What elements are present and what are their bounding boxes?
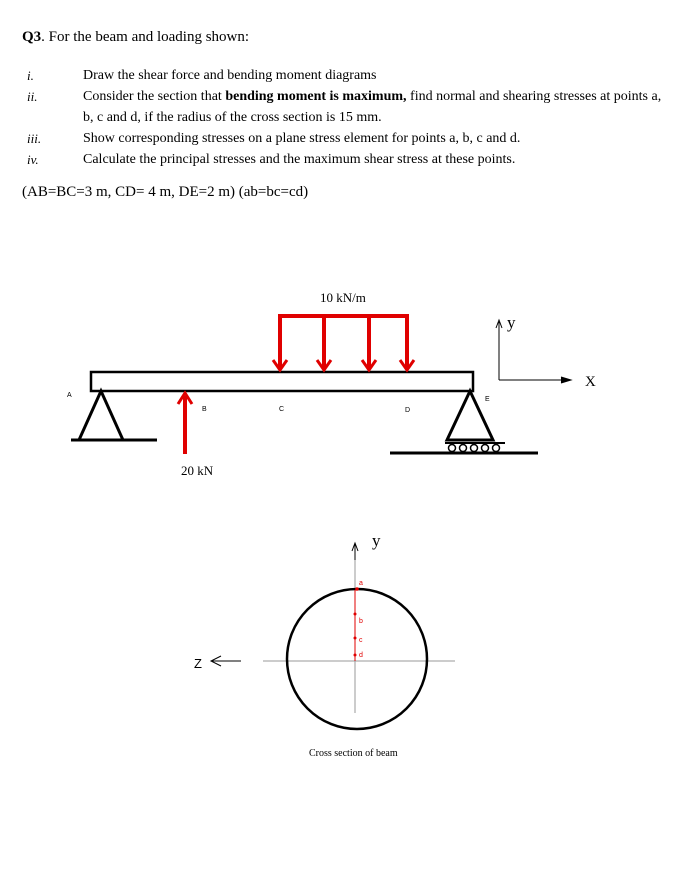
point-label-e: E — [485, 396, 490, 403]
task-number: ii. — [27, 89, 38, 104]
task-number: iv. — [27, 152, 39, 167]
point-label-c: C — [279, 406, 285, 413]
point-d-marker — [354, 654, 357, 657]
point-label-b-section: b — [359, 618, 363, 625]
point-label-b: B — [202, 406, 207, 413]
cross-section — [263, 543, 455, 729]
roller-support-e — [390, 391, 538, 453]
point-a-marker — [355, 587, 359, 591]
point-label-d-section: d — [359, 652, 363, 659]
axis-y-label: y — [507, 313, 516, 332]
task-text-bold: bending moment is maximum, — [225, 89, 407, 104]
task-text-pre: Consider the section that — [83, 89, 226, 104]
beam-parameters: (AB=BC=3 m, CD= 4 m, DE=2 m) (ab=bc=cd) — [22, 184, 309, 200]
cross-section-caption: Cross section of beam — [309, 748, 398, 759]
task-text: Show corresponding stresses on a plane stress element for points a, b, c and d. — [83, 131, 521, 146]
task-text: Draw the shear force and bending moment diagrams — [83, 68, 377, 83]
axis-x-label: X — [585, 374, 596, 390]
point-label-c-section: c — [359, 637, 363, 644]
section-axis-y-label: y — [372, 531, 381, 550]
task-text-post: find normal and shearing stresses at points a, b, c and d, if the radius of the cross section is 15 mm. — [83, 89, 662, 125]
point-load-label: 20 kN — [181, 463, 214, 478]
point-b-marker — [354, 613, 357, 616]
roller-wheel — [460, 445, 467, 452]
section-circle — [287, 589, 427, 729]
section-axis-z-label: Z — [194, 656, 202, 671]
roller-wheel — [482, 445, 489, 452]
distributed-load — [273, 316, 414, 370]
point-label-a-section: a — [359, 580, 363, 587]
pin-support-a — [71, 391, 157, 440]
distributed-load-label: 10 kN/m — [320, 290, 366, 305]
beam — [91, 372, 473, 391]
task-number: i. — [27, 68, 34, 83]
point-c-marker — [354, 637, 357, 640]
question-intro: . For the beam and loading shown: — [41, 29, 250, 45]
question-number: Q3 — [22, 29, 42, 45]
task-text: Calculate the principal stresses and the maximum shear stress at these points. — [83, 152, 516, 167]
point-load-b — [178, 393, 192, 454]
point-label-d: D — [405, 407, 411, 414]
point-label-a: A — [67, 392, 72, 399]
roller-wheel — [449, 445, 456, 452]
roller-wheel — [493, 445, 500, 452]
roller-wheel — [471, 445, 478, 452]
task-number: iii. — [27, 131, 42, 146]
z-axis-arrow — [211, 656, 241, 666]
